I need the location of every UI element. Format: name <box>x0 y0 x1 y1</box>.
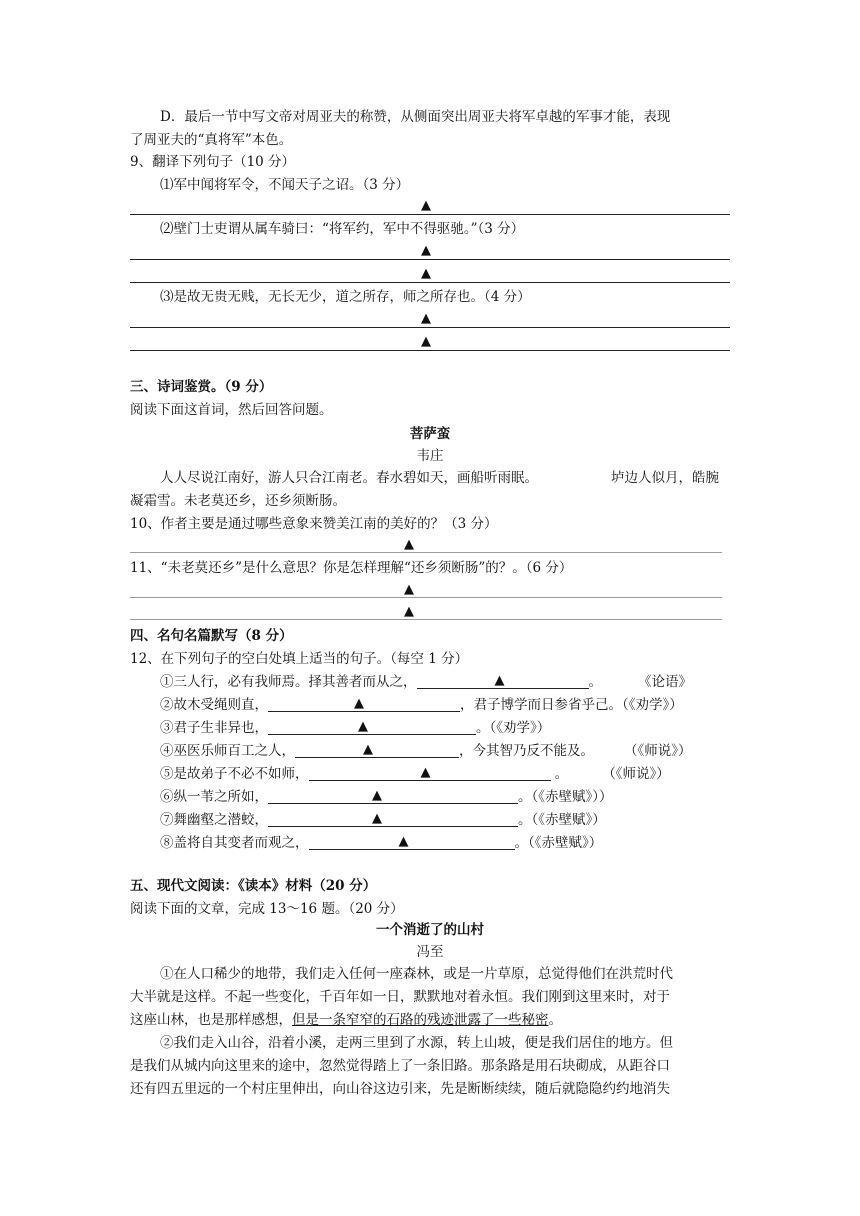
answer-triangle-icon: ▲ <box>358 719 368 734</box>
poem-line-2: 凝霜雪。未老莫还乡，还乡须断肠。 <box>130 493 346 509</box>
fill-blank[interactable] <box>295 741 459 758</box>
section-3-instruction: 阅读下面这首词，然后回答问题。 <box>130 402 333 418</box>
article-p1-line1: ①在人口稀少的地带，我们走入任何一座森林，或是一片草原，总觉得他们在洪荒时代 <box>160 966 673 982</box>
article-p2-line1: ②我们走入山谷，沿着小溪，走两三里到了水源，转上山坡，便是我们居住的地方。但 <box>160 1035 673 1051</box>
article-title: 一个消逝了的山村 <box>376 922 484 938</box>
fill-blank[interactable] <box>268 787 518 804</box>
fill-blank[interactable] <box>309 764 551 781</box>
question-12: 12、在下列句子的空白处填上适当的句子。（每空 1 分） <box>130 651 469 667</box>
fill-blank[interactable] <box>309 833 515 850</box>
answer-triangle-icon: ▲ <box>404 604 414 619</box>
recitation-suffix: 。 <box>550 766 569 782</box>
section-5-instruction: 阅读下面的文章，完成 13～16 题。（20 分） <box>130 901 404 917</box>
recitation-item-3 <box>160 718 740 738</box>
answer-triangle-icon: ▲ <box>421 198 431 213</box>
recitation-prompt: ⑧盖将自其变者而观之， <box>160 835 309 851</box>
question-11: 11、“未老莫还乡”是什么意思？你是怎样理解“还乡须断肠”的？。（6 分） <box>130 560 573 576</box>
answer-triangle-icon: ▲ <box>420 765 431 780</box>
article-p2-line2: 是我们从城内向这里来的途中，忽然觉得踏上了一条旧路。那条路是用石块砌成，从距谷口 <box>130 1058 670 1074</box>
recitation-item-4 <box>160 741 740 761</box>
article-text: 。 <box>548 1012 562 1028</box>
q8-option-d-line1: D．最后一节中写文帝对周亚夫的称赞，从侧面突出周亚夫将军卓越的军事才能，表现 <box>160 109 671 125</box>
fill-blank[interactable] <box>268 810 518 827</box>
answer-triangle-icon: ▲ <box>404 537 414 552</box>
answer-line[interactable] <box>130 619 722 620</box>
recitation-prompt: ④巫医乐师百工之人， <box>160 743 295 759</box>
article-text: 这座山林，也是那样感想， <box>130 1012 292 1028</box>
answer-triangle-icon: ▲ <box>372 811 382 826</box>
answer-triangle-icon: ▲ <box>363 742 373 757</box>
answer-line[interactable] <box>130 327 730 328</box>
underlined-sentence: 但是一条窄窄的石路的残迹泄露了一些秘密 <box>292 1012 549 1028</box>
recitation-prompt: ①三人行，必有我师焉。择其善者而从之， <box>160 674 417 690</box>
answer-triangle-icon: ▲ <box>354 696 364 711</box>
answer-triangle-icon: ▲ <box>421 266 431 281</box>
q9-sentence-3: ⑶是故无贵无贱，无长无少，道之所存，师之所存也。（4 分） <box>160 289 531 305</box>
recitation-suffix: ，君子博学而日参省乎己。（《劝学》） <box>460 697 683 713</box>
recitation-prompt: ⑦舞幽壑之潜蛟， <box>160 812 268 828</box>
article-p2-line3: 还有四五里远的一个村庄里伸出，向山谷这边引来，先是断断续续，随后就隐隐约约地消失 <box>130 1081 670 1097</box>
recitation-item-1 <box>160 672 740 692</box>
question-10: 10、作者主要是通过哪些意象来赞美江南的美好的？（3 分） <box>130 516 498 532</box>
answer-triangle-icon: ▲ <box>404 582 414 597</box>
fill-blank[interactable] <box>268 718 476 735</box>
recitation-item-8 <box>160 833 740 853</box>
recitation-prompt: ⑥纵一苇之所如， <box>160 789 268 805</box>
section-3-title: 三、诗词鉴赏。（9 分） <box>130 379 273 395</box>
fill-blank[interactable] <box>268 695 460 712</box>
answer-triangle-icon: ▲ <box>421 311 431 326</box>
answer-triangle-icon: ▲ <box>421 243 431 258</box>
answer-line[interactable] <box>130 282 730 283</box>
q8-option-d-line2: 了周亚夫的“真将军”本色。 <box>130 132 293 148</box>
recitation-suffix: 。（《赤壁赋》） <box>514 835 603 851</box>
recitation-suffix: 。 <box>588 674 602 690</box>
recitation-prompt: ②故木受绳则直， <box>160 697 268 713</box>
answer-triangle-icon: ▲ <box>398 834 409 849</box>
q9-title: 9、翻译下列句子（10 分） <box>130 154 296 170</box>
q9-sentence-1: ⑴军中闻将军令，不闻天子之诏。（3 分） <box>160 177 410 193</box>
answer-triangle-icon: ▲ <box>421 334 431 349</box>
recitation-source: （《师说》） <box>624 743 692 759</box>
answer-triangle-icon: ▲ <box>494 673 505 688</box>
poem-line-1b: 垆边人似月，皓腕 <box>611 470 719 486</box>
recitation-suffix: ，今其智乃反不能及。 <box>459 743 594 759</box>
recitation-prompt: ③君子生非异也， <box>160 720 268 736</box>
recitation-prompt: ⑤是故弟子不必不如师， <box>160 766 309 782</box>
recitation-item-2 <box>160 695 740 715</box>
article-author: 冯至 <box>416 944 444 960</box>
section-5-title: 五、现代文阅读：《读本》材料（20 分） <box>130 878 377 894</box>
poem-title: 菩萨蛮 <box>409 426 451 442</box>
answer-line[interactable] <box>130 259 730 260</box>
recitation-source: 《论语》 <box>638 674 692 690</box>
recitation-suffix: 。（《赤壁赋》）） <box>518 789 613 805</box>
answer-line[interactable] <box>130 597 722 598</box>
article-p1-line3 <box>130 1010 730 1030</box>
answer-line[interactable] <box>130 350 730 351</box>
answer-triangle-icon: ▲ <box>372 788 382 803</box>
article-p1-line2: 大半就是这样。不起一些变化，千百年如一日，默默地对着永恒。我们刚到这里来时，对于 <box>130 989 670 1005</box>
recitation-item-5 <box>160 764 740 784</box>
answer-line[interactable] <box>130 552 722 553</box>
recitation-suffix: 。（《劝学》） <box>476 720 551 736</box>
recitation-source: （《师说》） <box>602 766 670 782</box>
recitation-suffix: 。（《赤壁赋》） <box>518 812 606 828</box>
recitation-item-7 <box>160 810 740 830</box>
poem-author: 韦庄 <box>416 448 444 464</box>
answer-line[interactable] <box>130 214 730 215</box>
poem-line-1a: 人人尽说江南好，游人只合江南老。春水碧如天，画船听雨眠。 <box>160 470 538 486</box>
q9-sentence-2: ⑵壁门士吏谓从属车骑曰：“将军约，军中不得驱驰。”（3 分） <box>160 221 525 237</box>
fill-blank[interactable] <box>417 672 589 689</box>
section-4-title: 四、名句名篇默写（8 分） <box>130 628 293 644</box>
recitation-item-6 <box>160 787 740 807</box>
